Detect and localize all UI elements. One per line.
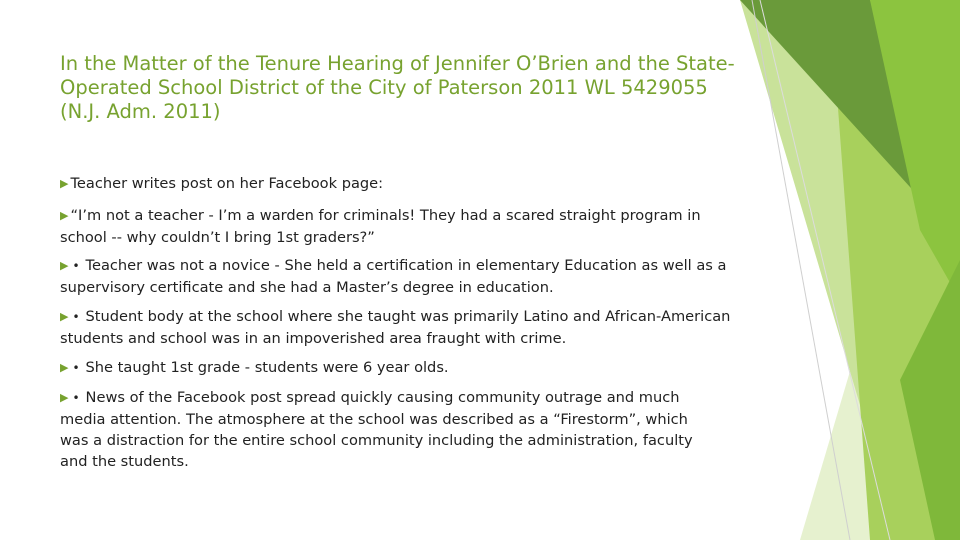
bullet-text: Student body at the school where she taught was primarily Latino and African-American students and school was in an impoverished area fraught with crime. <box>60 308 731 347</box>
sub-bullet-dot-icon: • <box>72 361 80 375</box>
bullet-arrow-icon: ▶ <box>60 177 69 190</box>
bullet-text: Teacher writes post on her Facebook page: <box>70 175 384 192</box>
bullet-arrow-icon: ▶ <box>60 310 69 323</box>
bullet-arrow-icon: ▶ <box>60 259 69 272</box>
bullet-item <box>60 357 740 379</box>
bullet-text: Teacher was not a novice - She held a certification in elementary Education as well as a supervisory certificate and she had a Master’s degree in education. <box>60 257 727 296</box>
bullet-arrow-icon: ▶ <box>60 361 69 374</box>
bullet-item <box>60 387 720 472</box>
slide-title: In the Matter of the Tenure Hearing of Jennifer O’Brien and the State-Operated School District of the City of Paterson 2011 WL 5429055 (N.J. Adm. 2011) <box>60 52 735 123</box>
sub-bullet-dot-icon: • <box>72 310 80 324</box>
bullet-item <box>60 255 740 298</box>
bullet-arrow-icon: ▶ <box>60 391 69 404</box>
bullet-text: News of the Facebook post spread quickly causing community outrage and much media attention. The atmosphere at the school was described as a “Firestorm”, which was a distraction for the entire school community including the administration, faculty and the students. <box>60 389 693 470</box>
bullet-item <box>60 173 740 195</box>
bullet-item <box>60 205 740 248</box>
bullet-text: “I’m not a teacher - I’m a warden for criminals! They had a scared straight program in school -- why couldn’t I bring 1st graders?” <box>60 207 701 246</box>
sub-bullet-dot-icon: • <box>72 259 80 273</box>
bullet-text: She taught 1st grade - students were 6 year olds. <box>85 359 449 376</box>
bullet-item <box>60 306 740 349</box>
bullet-arrow-icon: ▶ <box>60 209 69 222</box>
sub-bullet-dot-icon: • <box>72 391 80 405</box>
